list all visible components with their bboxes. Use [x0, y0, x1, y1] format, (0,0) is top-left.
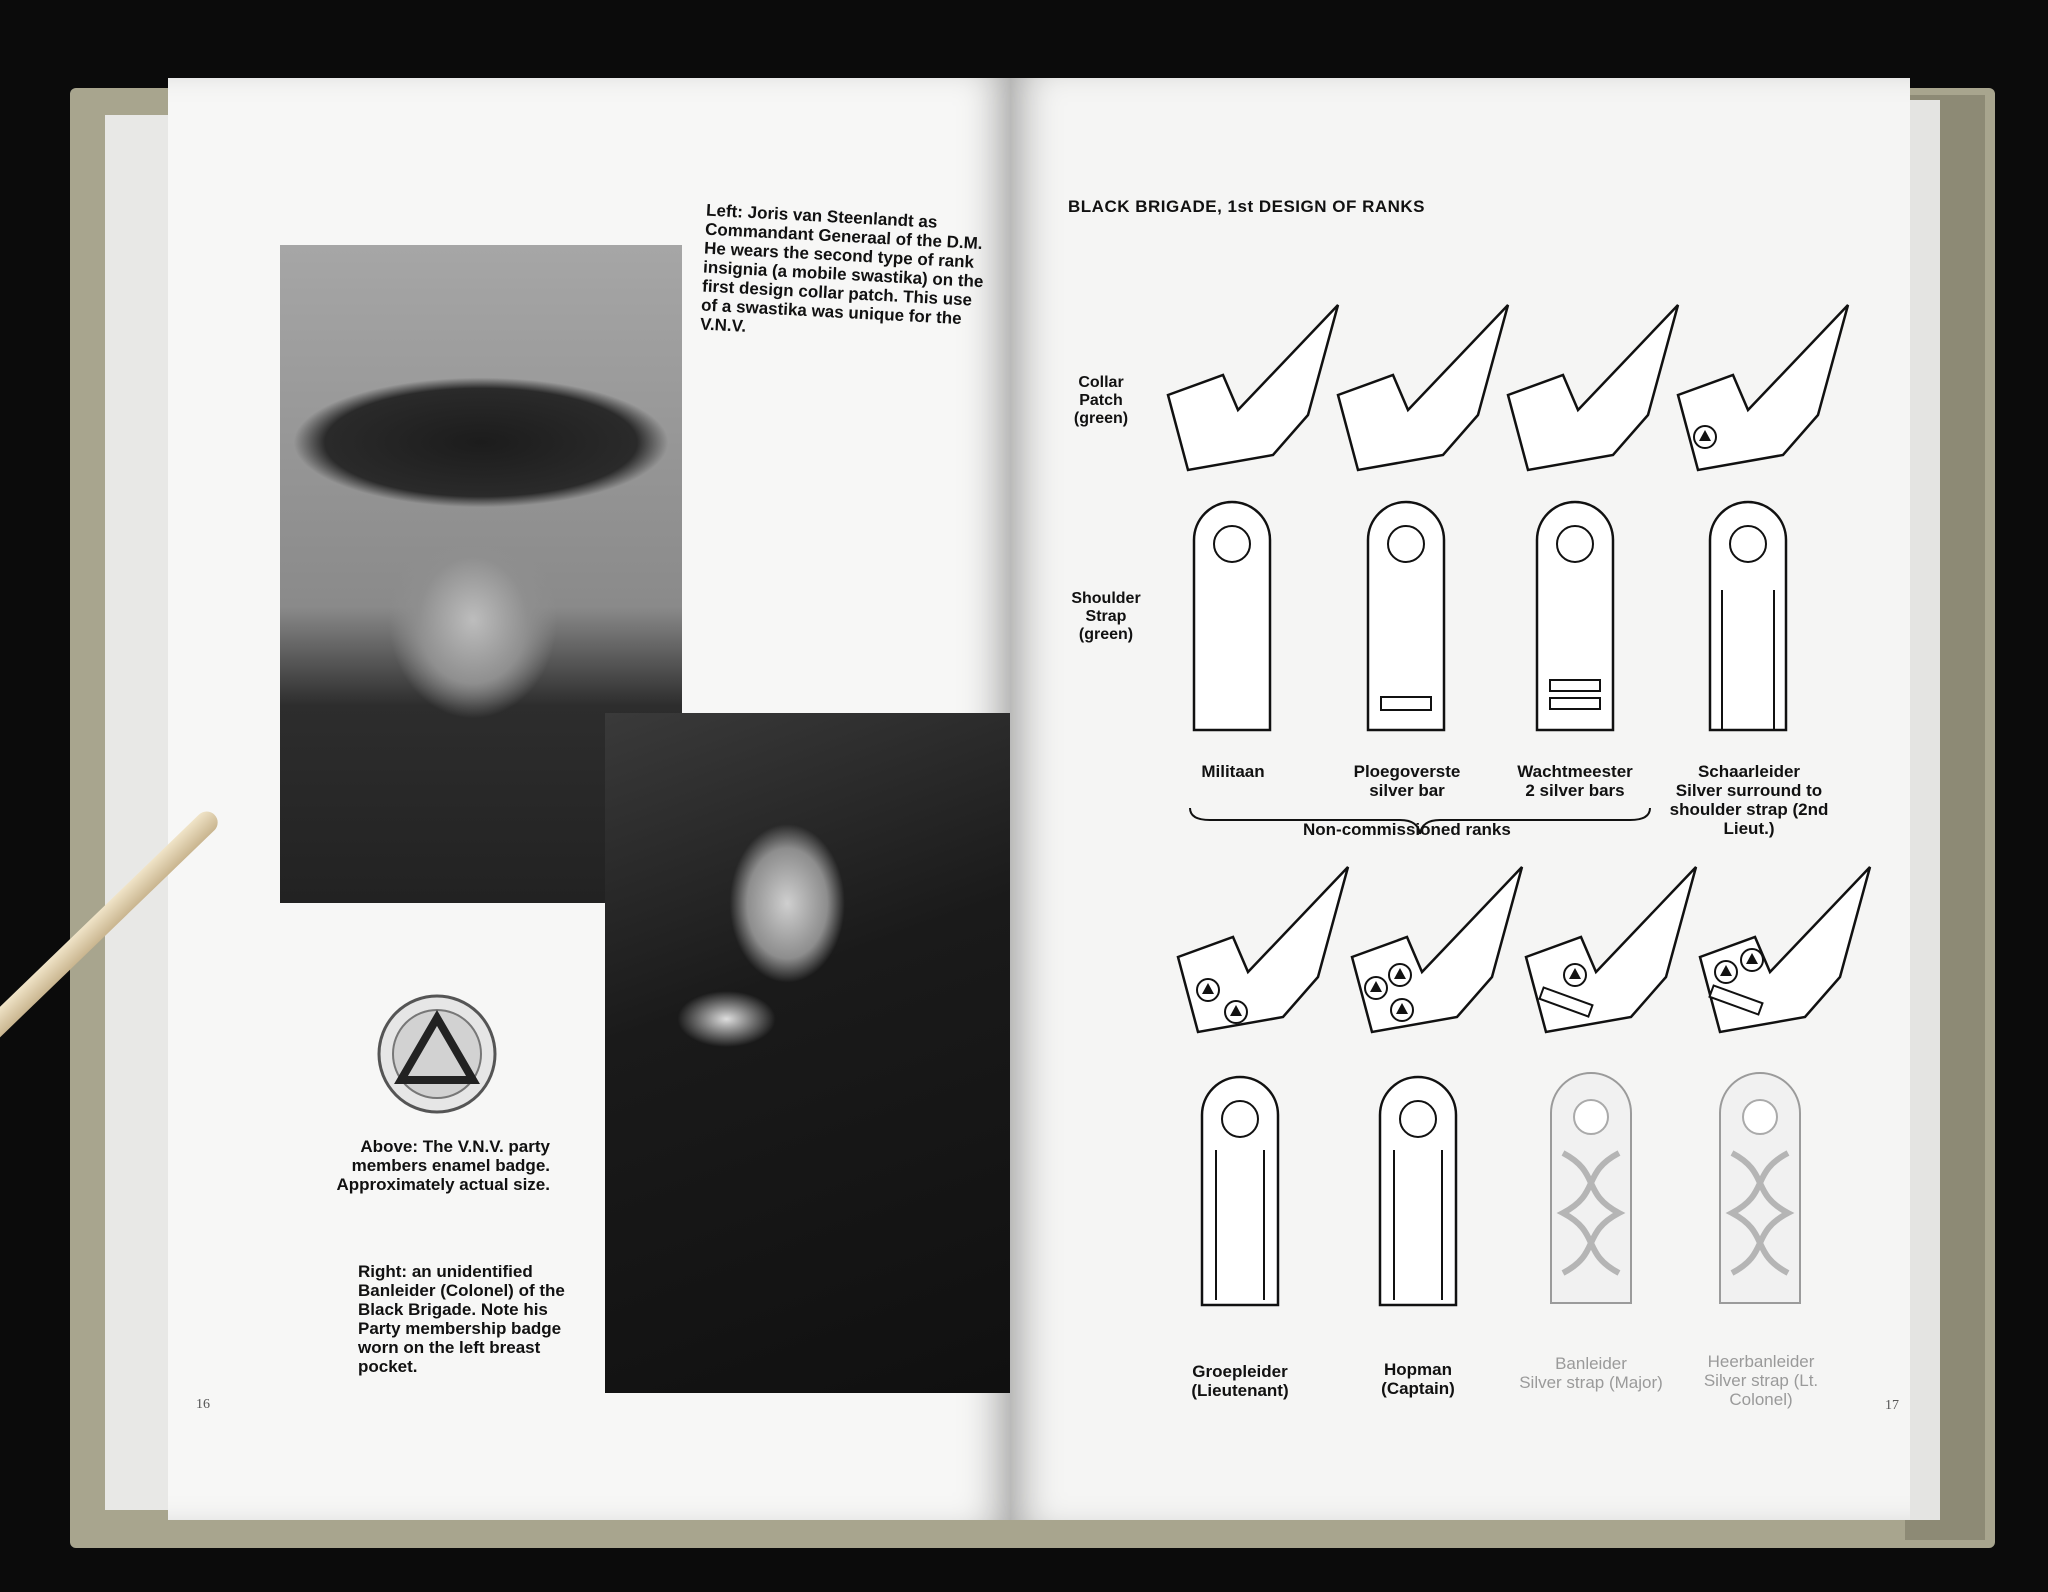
rank-label-militaan — [1148, 762, 1318, 781]
rank-detail: (Lieutenant) — [1191, 1381, 1289, 1400]
rank-detail: Silver strap (Lt. Colonel) — [1703, 1371, 1819, 1409]
row-label-line: Patch — [1079, 392, 1123, 409]
row-label-line: Shoulder — [1071, 590, 1141, 607]
rank-label-groepleider — [1155, 1362, 1325, 1400]
collar-patch-militaan — [1168, 305, 1338, 470]
shoulder-strap-wachtmeester — [1537, 502, 1613, 730]
shoulder-strap-banleider — [1551, 1073, 1631, 1303]
rank-label-schaarleider — [1664, 762, 1834, 838]
rank-label-ploegoverste — [1322, 762, 1492, 800]
row-label-line: Strap — [1085, 608, 1127, 625]
rank-label-banleider — [1506, 1354, 1676, 1392]
rank-name: Wachtmeester — [1517, 762, 1633, 781]
shoulder-strap-hopman — [1380, 1077, 1456, 1305]
rank-detail: Silver surround to shoulder strap (2nd Lieut.) — [1669, 781, 1829, 838]
shoulder-strap-groepleider — [1202, 1077, 1278, 1305]
page-number-left: 16 — [196, 1397, 210, 1412]
collar-patch-hopman — [1352, 867, 1522, 1032]
rank-name: Schaarleider — [1697, 762, 1801, 781]
page-title: BLACK BRIGADE, 1st DESIGN OF RANKS — [1068, 197, 1426, 216]
rank-name: Hopman — [1384, 1360, 1452, 1379]
row-label-line: Collar — [1078, 374, 1124, 391]
rank-label-wachtmeester — [1490, 762, 1660, 800]
shoulder-strap-schaarleider — [1710, 502, 1786, 730]
collar-patch-heerbanleider — [1700, 867, 1870, 1032]
rank-detail: silver bar — [1369, 781, 1445, 800]
shoulder-strap-heerbanleider — [1720, 1073, 1800, 1303]
collar-patch-wachtmeester — [1508, 305, 1678, 470]
rank-name: Banleider — [1555, 1354, 1627, 1373]
shoulder-strap-ploegoverste — [1368, 502, 1444, 730]
caption-right: Right: an unidentified Banleider (Colonel) of the Black Brigade. Note his Party membership badge worn on the left breast pocket. — [358, 1262, 565, 1376]
group-label: Non-commissioned ranks — [1303, 820, 1511, 839]
collar-patch-groepleider — [1178, 867, 1348, 1032]
rank-label-heerbanleider — [1676, 1352, 1846, 1409]
collar-patch-ploegoverste — [1338, 305, 1508, 470]
page-number-right: 17 — [1885, 1398, 1899, 1413]
row-label-line: (green) — [1078, 626, 1134, 643]
collar-patch-banleider — [1526, 867, 1696, 1032]
rank-name: Groepleider — [1192, 1362, 1288, 1381]
caption-above: Above: The V.N.V. party members enamel badge. Approximately actual size. — [336, 1137, 550, 1194]
rank-detail: 2 silver bars — [1525, 781, 1625, 800]
rank-label-hopman — [1333, 1360, 1503, 1398]
rank-name: Militaan — [1201, 762, 1265, 781]
row-label-line: (green) — [1073, 410, 1129, 427]
rank-detail: Silver strap (Major) — [1519, 1373, 1663, 1392]
collar-patch-schaarleider — [1678, 305, 1848, 470]
rank-name: Ploegoverste — [1353, 762, 1461, 781]
shoulder-strap-militaan — [1194, 502, 1270, 730]
rank-detail: (Captain) — [1381, 1379, 1455, 1398]
caption-left: Left: Joris van Steenlandt as Commandant Generaal of the D.M. He wears the second type of rank insignia (a mobile swastika) on the first design collar patch. This use of a swastika was unique for the V.N.V. — [699, 200, 984, 336]
rank-name: Heerbanleider — [1707, 1352, 1815, 1371]
